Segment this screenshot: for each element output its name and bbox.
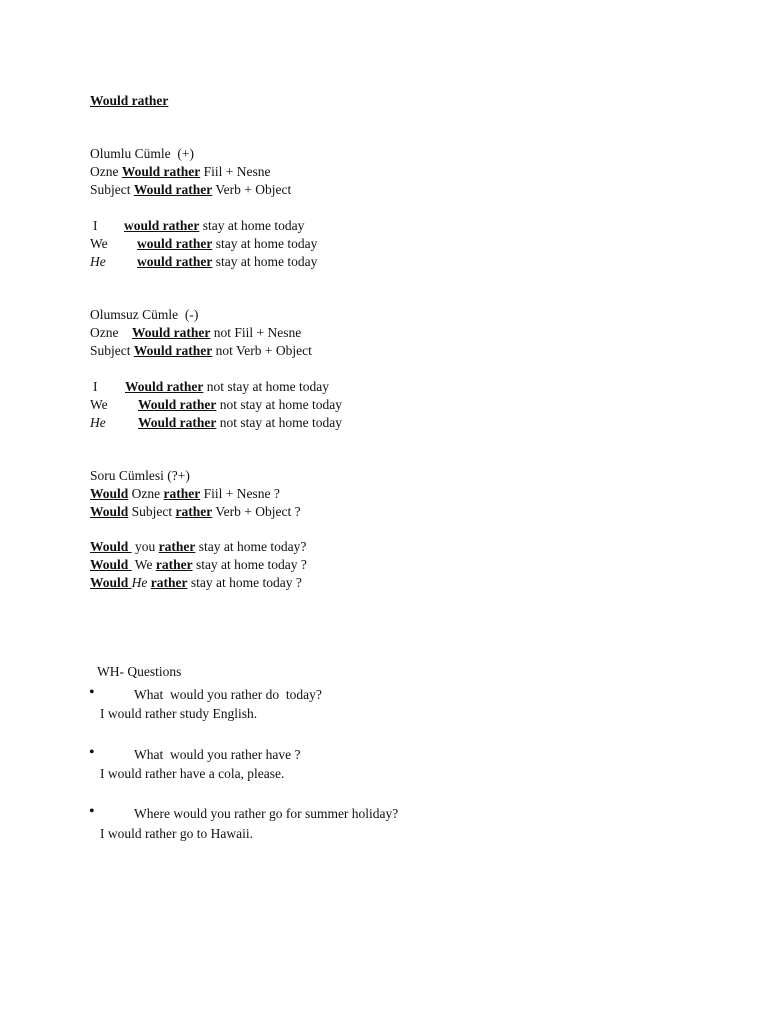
positive-example-subject: He (90, 254, 106, 269)
positive-example: would rather stay at home today (137, 236, 318, 251)
keyword: Would (90, 539, 132, 554)
positive-example: would rather stay at home today (124, 218, 305, 233)
bullet-icon: • (89, 684, 95, 701)
keyword: Would rather (133, 343, 213, 358)
positive-formula-tr: Ozne Would rather Fiil + Nesne (90, 164, 271, 179)
bullet-icon: • (89, 803, 95, 820)
wh-heading: WH- Questions (97, 664, 182, 679)
bullet-icon: • (89, 744, 95, 761)
keyword: rather (175, 504, 213, 519)
keyword: Would rather (138, 397, 217, 412)
negative-heading: Olumsuz Cümle (-) (90, 307, 199, 322)
keyword: Would rather (131, 325, 211, 340)
negative-example-subject: I (93, 379, 98, 394)
positive-formula-en: Subject Would rather Verb + Object (90, 182, 292, 197)
question-formula-en: Would Subject rather Verb + Object ? (90, 504, 301, 519)
keyword: Would (90, 575, 132, 590)
question-example: Would you rather stay at home today? (90, 539, 307, 554)
negative-formula-tr: Ozne Would rather not Fiil + Nesne (90, 325, 302, 340)
keyword: would rather (137, 254, 213, 269)
positive-heading: Olumlu Cümle (+) (90, 146, 194, 161)
wh-answer: I would rather go to Hawaii. (100, 826, 253, 841)
wh-question: What would you rather do today? (134, 687, 322, 702)
keyword: rather (150, 575, 188, 590)
negative-example: Would rather not stay at home today (138, 415, 342, 430)
negative-example-subject: He (90, 415, 106, 430)
question-formula-tr: Would Ozne rather Fiil + Nesne ? (90, 486, 280, 501)
positive-example-subject: We (90, 236, 108, 251)
keyword: Would (90, 504, 129, 519)
question-example: Would He rather stay at home today ? (90, 575, 302, 590)
positive-example: would rather stay at home today (137, 254, 318, 269)
keyword: Would rather (133, 182, 213, 197)
wh-question: What would you rather have ? (134, 747, 301, 762)
keyword: would rather (137, 236, 213, 251)
keyword: rather (163, 486, 201, 501)
keyword: rather (155, 557, 193, 572)
keyword: rather (158, 539, 196, 554)
question-example: Would We rather stay at home today ? (90, 557, 307, 572)
wh-question: Where would you rather go for summer holiday? (134, 806, 399, 821)
negative-example: Would rather not stay at home today (125, 379, 329, 394)
keyword: would rather (124, 218, 200, 233)
negative-formula-en: Subject Would rather not Verb + Object (90, 343, 312, 358)
keyword: Would (90, 486, 129, 501)
keyword: Would (90, 557, 132, 572)
wh-answer: I would rather have a cola, please. (100, 766, 285, 781)
keyword: Would rather (121, 164, 201, 179)
keyword: Would rather (138, 415, 217, 430)
positive-example-subject: I (93, 218, 98, 233)
page-title: Would rather (90, 93, 169, 108)
keyword: Would rather (125, 379, 204, 394)
negative-example-subject: We (90, 397, 108, 412)
wh-answer: I would rather study English. (100, 706, 258, 721)
negative-example: Would rather not stay at home today (138, 397, 342, 412)
question-heading: Soru Cümlesi (?+) (90, 468, 190, 483)
